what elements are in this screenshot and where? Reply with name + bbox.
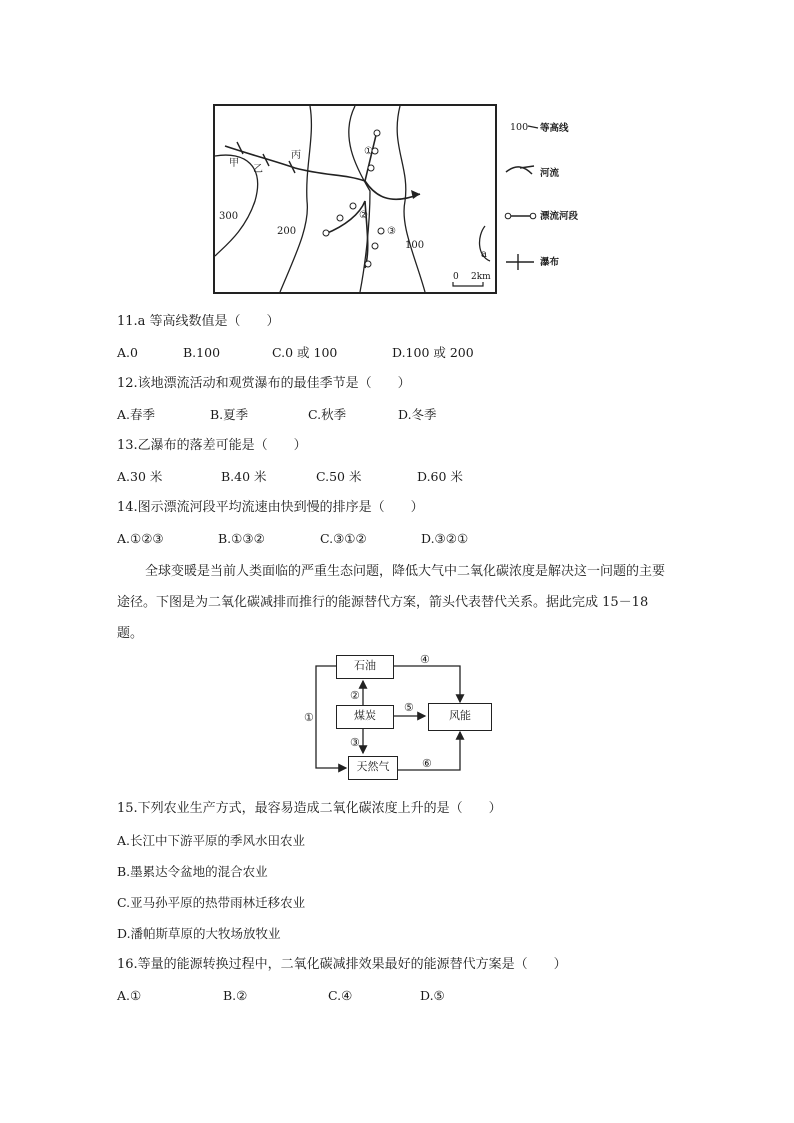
label-300: 300: [219, 211, 239, 222]
label-100: 100: [405, 240, 425, 251]
q14-option-d: D.③②①: [421, 531, 469, 546]
box-coal: 煤炭: [336, 705, 394, 729]
label-n2: ②: [359, 210, 368, 221]
question-15: 15.下列农业生产方式，最容易造成二氧化碳浓度上升的是（ ）: [117, 801, 502, 816]
legend-contour-value: 100: [510, 122, 529, 133]
energy-flow-diagram: [300, 652, 500, 786]
label-a: a: [481, 249, 487, 260]
q15-option-c: C.亚马孙平原的热带雨林迁移农业: [117, 895, 306, 910]
river-main: [225, 131, 377, 181]
label-200: 200: [277, 226, 297, 237]
flow-label-1: ①: [304, 711, 314, 724]
map-legend: [500, 104, 590, 279]
q16-option-b: B.②: [223, 988, 248, 1003]
label-n1: ①: [364, 146, 373, 157]
label-jia: 甲: [229, 158, 239, 169]
question-14: 14.图示漂流河段平均流速由快到慢的排序是（ ）: [117, 500, 424, 515]
q15-option-d: D.潘帕斯草原的大牧场放牧业: [117, 926, 281, 941]
legend-waterfall: 瀑布: [540, 257, 560, 268]
contour-300: [215, 155, 258, 256]
legend-rafting: 漂流河段: [540, 211, 579, 222]
rafting-dots: [323, 130, 384, 267]
q13-option-c: C.50 米: [316, 469, 362, 484]
q14-option-c: C.③①②: [320, 531, 367, 546]
box-gas: 天然气: [348, 756, 398, 780]
q13-option-b: B.40 米: [221, 469, 267, 484]
q11-option-c: C.0 或 100: [272, 345, 338, 360]
question-16: 16.等量的能源转换过程中，二氧化碳减排效果最好的能源替代方案是（ ）: [117, 957, 567, 972]
question-12: 12.该地漂流活动和观赏瀑布的最佳季节是（ ）: [117, 376, 411, 391]
river-arrow: [411, 190, 420, 199]
legend-contour: 等高线: [540, 123, 569, 134]
q15-option-a: A.长江中下游平原的季风水田农业: [117, 833, 306, 848]
contour-map: [213, 104, 497, 294]
box-oil: 石油: [336, 655, 394, 679]
question-13: 13.乙瀑布的落差可能是（ ）: [117, 438, 307, 453]
q11-option-b: B.100: [183, 345, 221, 360]
q16-option-d: D.⑤: [420, 988, 445, 1003]
q11-option-a: A.0: [117, 345, 138, 360]
river-branch: [365, 181, 420, 199]
legend-river: 河流: [540, 168, 560, 179]
label-yi: 乙: [253, 164, 263, 175]
map-drawing: [215, 106, 495, 292]
passage: 全球变暖是当前人类面临的严重生态问题，降低大气中二氧化碳浓度是解决这一问题的主要途径。下图是为二氧化碳减排而推行的能源替代方案，箭头代表替代关系。据此完成 15－18 题。: [117, 564, 666, 641]
q14-option-b: B.①③②: [218, 531, 265, 546]
q15-option-b: B.墨累达令盆地的混合农业: [117, 864, 268, 879]
label-scale-km: 2km: [471, 272, 491, 282]
contour-200: [280, 106, 311, 292]
label-scale-zero: 0: [453, 272, 459, 282]
q12-option-c: C.秋季: [308, 407, 347, 422]
q16-option-a: A.①: [117, 988, 142, 1003]
q11-option-d: D.100 或 200: [392, 345, 474, 360]
flow-label-2: ②: [350, 689, 360, 702]
box-wind: 风能: [428, 703, 492, 731]
q16-option-c: C.④: [328, 988, 353, 1003]
flow-label-4: ④: [420, 653, 430, 666]
label-bing: 丙: [291, 150, 301, 161]
q13-option-a: A.30 米: [117, 469, 163, 484]
question-11: 11.a 等高线数值是（ ）: [117, 314, 280, 329]
q13-option-d: D.60 米: [417, 469, 463, 484]
waterfall-marks: [237, 142, 295, 173]
flow-label-6: ⑥: [422, 757, 432, 770]
label-n3: ③: [387, 226, 396, 237]
q12-option-a: A.春季: [117, 407, 156, 422]
flow-label-3: ③: [350, 736, 360, 749]
q12-option-b: B.夏季: [210, 407, 249, 422]
flow-label-5: ⑤: [404, 701, 414, 714]
q12-option-d: D.冬季: [398, 407, 437, 422]
q14-option-a: A.①②③: [117, 531, 164, 546]
